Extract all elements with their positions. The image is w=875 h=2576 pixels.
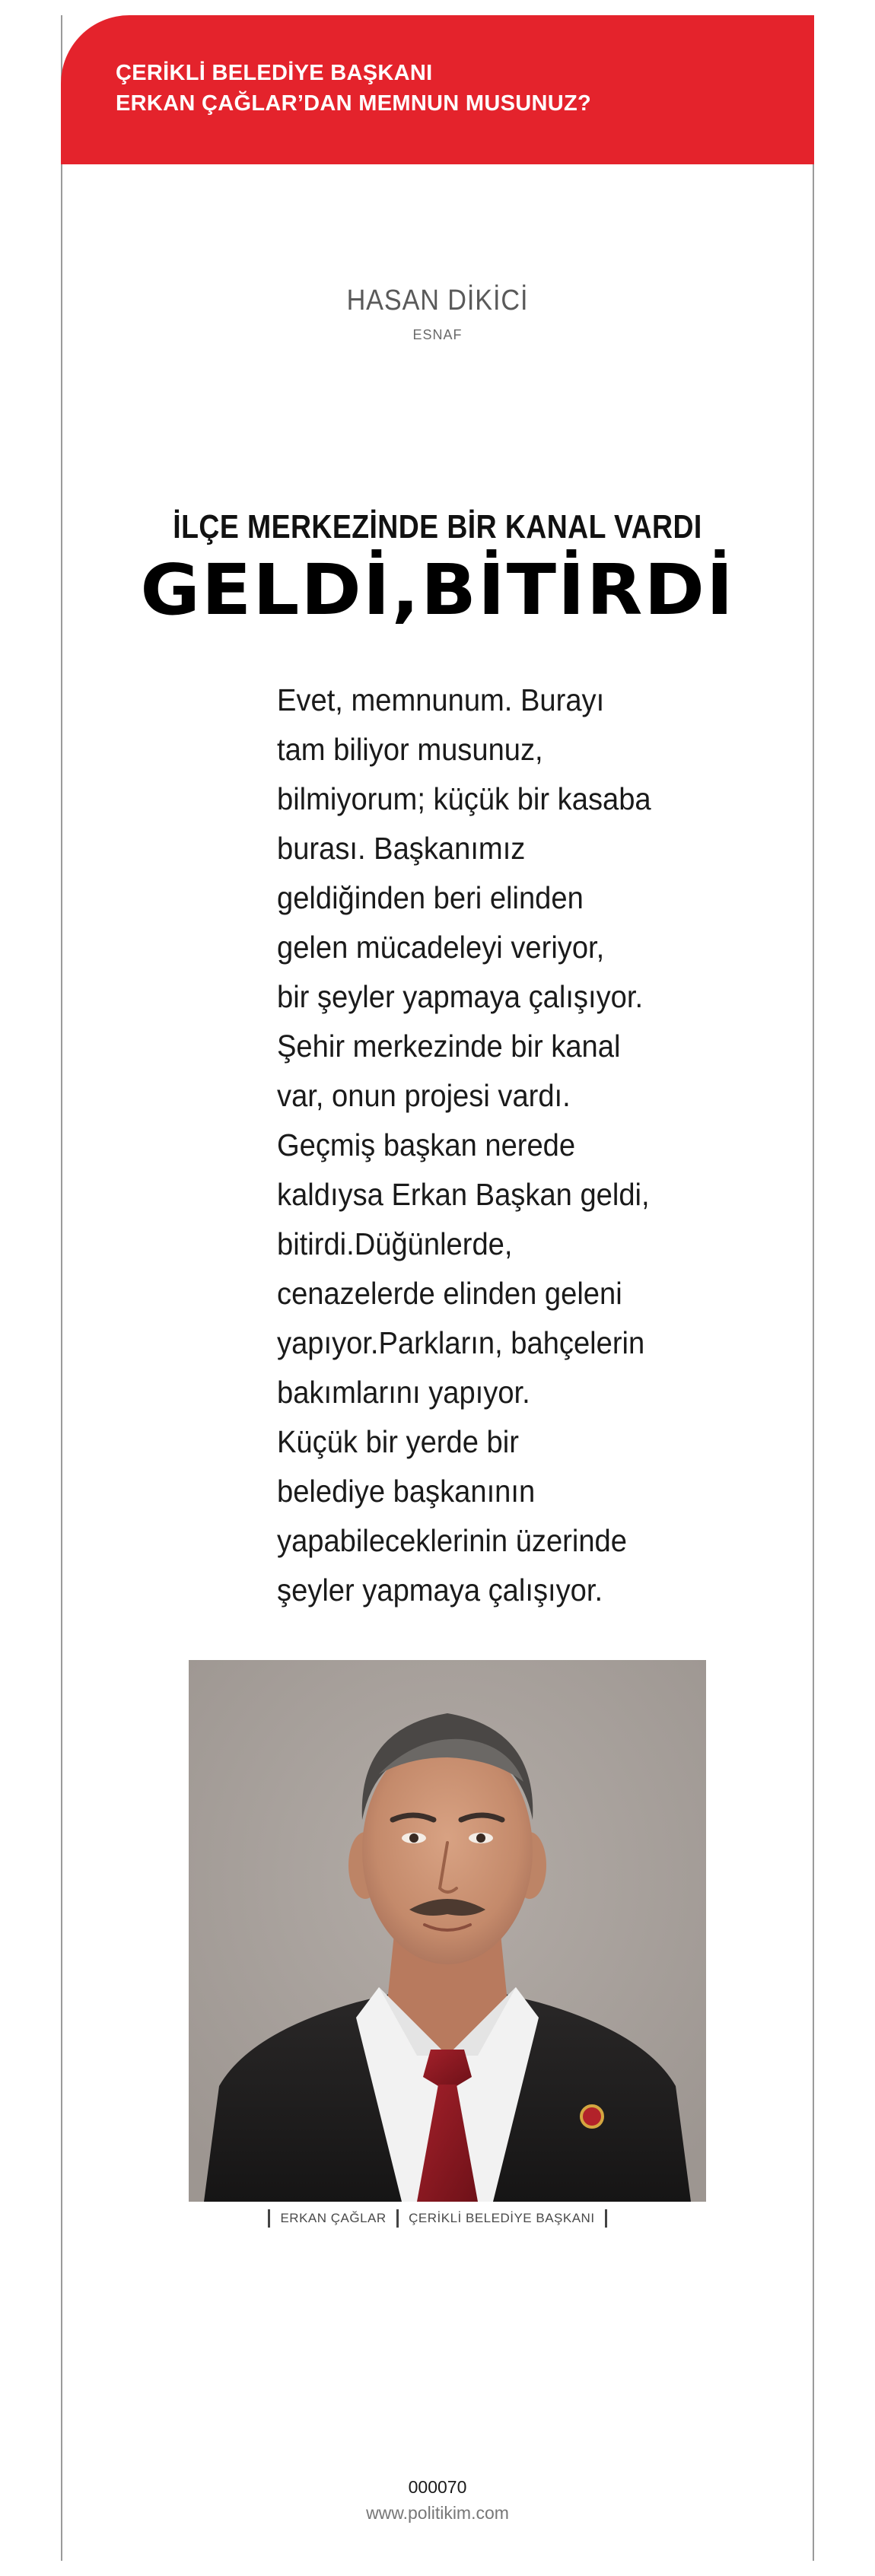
body-line: bakımlarını yapıyor. (277, 1375, 530, 1410)
banner-title-line-1: ÇERİKLİ BELEDİYE BAŞKANI (116, 61, 433, 85)
page-number: 000070 (408, 2477, 467, 2497)
portrait-illustration (189, 1660, 706, 2202)
header-banner (61, 15, 814, 164)
body-line: var, onun projesi vardı. (277, 1078, 571, 1113)
body-line: yapıyor.Parkların, bahçelerin (277, 1325, 645, 1360)
body-line: gelen mücadeleyi veriyor, (277, 930, 605, 965)
interviewee-name: HASAN DİKİCİ (346, 285, 529, 316)
body-line: yapabileceklerinin üzerinde (277, 1523, 627, 1558)
caption-name: ERKAN ÇAĞLAR (280, 2211, 387, 2225)
headline-title: GELDİ,BİTİRDİ (140, 549, 735, 631)
body-line: Küçük bir yerde bir (277, 1424, 519, 1459)
banner-title-line-2: ERKAN ÇAĞLAR’DAN MEMNUN MUSUNUZ? (116, 91, 591, 116)
interviewee-role: ESNAF (412, 327, 463, 342)
body-line: kaldıysa Erkan Başkan geldi, (277, 1177, 650, 1212)
body-line: şeyler yapmaya çalışıyor. (277, 1573, 603, 1608)
article-body (277, 676, 703, 1615)
mayor-portrait-photo (189, 1660, 706, 2202)
website-url: www.politikim.com (366, 2503, 509, 2523)
body-line: Geçmiş başkan nerede (277, 1127, 576, 1162)
body-line: geldiğinden beri elinden (277, 880, 584, 915)
body-line: bitirdi.Düğünlerde, (277, 1226, 513, 1261)
photo-caption (0, 2209, 875, 2228)
caption-title: ÇERİKLİ BELEDİYE BAŞKANI (409, 2211, 595, 2225)
body-line: belediye başkanının (277, 1474, 536, 1509)
body-line: bir şeyler yapmaya çalışıyor. (277, 979, 644, 1014)
body-line: cenazelerde elinden geleni (277, 1276, 622, 1311)
body-line: Evet, memnunum. Burayı (277, 682, 605, 717)
body-line: Şehir merkezinde bir kanal (277, 1029, 621, 1064)
caption-divider (396, 2209, 399, 2228)
body-line: bilmiyorum; küçük bir kasaba (277, 781, 651, 816)
body-line: burası. Başkanımız (277, 831, 526, 866)
caption-divider (268, 2209, 270, 2228)
caption-divider (605, 2209, 607, 2228)
headline-subtitle: İLÇE MERKEZİNDE BİR KANAL VARDI (173, 508, 702, 545)
body-line: tam biliyor musunuz, (277, 732, 543, 767)
